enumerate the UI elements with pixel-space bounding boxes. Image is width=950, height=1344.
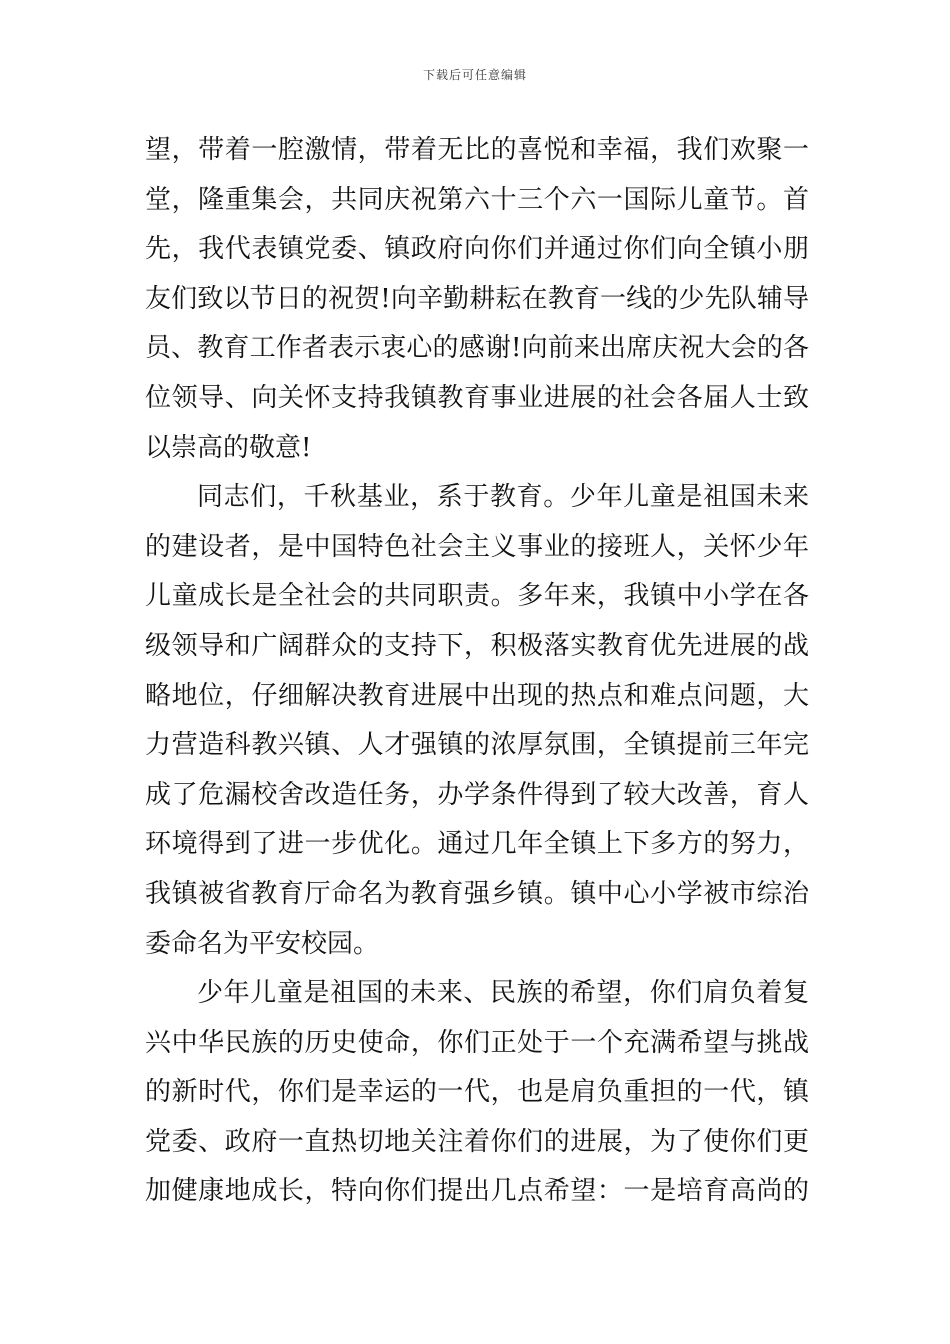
text-line: 儿童成长是全社会的共同职责。多年来，我镇中小学在各 — [145, 581, 809, 612]
text-line: 以崇高的敬意! — [145, 432, 312, 463]
text-line: 加健康地成长，特向你们提出几点希望：一是培育高尚的 — [145, 1176, 809, 1207]
paragraph-2 — [145, 473, 809, 969]
text-line: 先，我代表镇党委、镇政府向你们并通过你们向全镇小朋 — [145, 234, 809, 265]
text-line: 力营造科教兴镇、人才强镇的浓厚氛围，全镇提前三年完 — [145, 730, 809, 761]
text-line: 我镇被省教育厅命名为教育强乡镇。镇中心小学被市综治 — [145, 878, 809, 909]
text-line: 兴中华民族的历史使命，你们正处于一个充满希望与挑战 — [145, 1027, 809, 1058]
text-line: 党委、政府一直热切地关注着你们的进展，为了使你们更 — [145, 1126, 809, 1157]
document-body — [145, 126, 809, 1217]
text-line: 级领导和广阔群众的支持下，积极落实教育优先进展的战 — [145, 630, 809, 661]
text-line: 堂，隆重集会，共同庆祝第六十三个六一国际儿童节。首 — [145, 184, 809, 215]
page-header-note: 下载后可任意编辑 — [422, 68, 527, 82]
text-line: 少年儿童是祖国的未来、民族的希望，你们肩负着复 — [197, 978, 809, 1009]
text-line: 的建设者，是中国特色社会主义事业的接班人，关怀少年 — [145, 531, 809, 562]
text-line: 位领导、向关怀支持我镇教育事业进展的社会各届人士致 — [145, 382, 809, 413]
text-line: 的新时代，你们是幸运的一代，也是肩负重担的一代，镇 — [145, 1077, 809, 1108]
text-line: 委命名为平安校园。 — [145, 928, 380, 959]
paragraph-3 — [145, 969, 809, 1217]
text-line: 望，带着一腔激情，带着无比的喜悦和幸福，我们欢聚一 — [145, 135, 809, 165]
text-line: 员、教育工作者表示衷心的感谢!向前来出席庆祝大会的各 — [145, 333, 809, 364]
paragraph-1 — [145, 126, 809, 473]
text-line: 同志们，千秋基业，系于教育。少年儿童是祖国未来 — [197, 482, 809, 513]
text-line: 成了危漏校舍改造任务，办学条件得到了较大改善，育人 — [145, 779, 809, 810]
text-line: 友们致以节日的祝贺!向辛勤耕耘在教育一线的少先队辅导 — [145, 283, 809, 314]
text-line: 略地位，仔细解决教育进展中出现的热点和难点问题，大 — [145, 680, 809, 711]
text-line: 环境得到了进一步优化。通过几年全镇上下多方的努力， — [145, 829, 809, 860]
